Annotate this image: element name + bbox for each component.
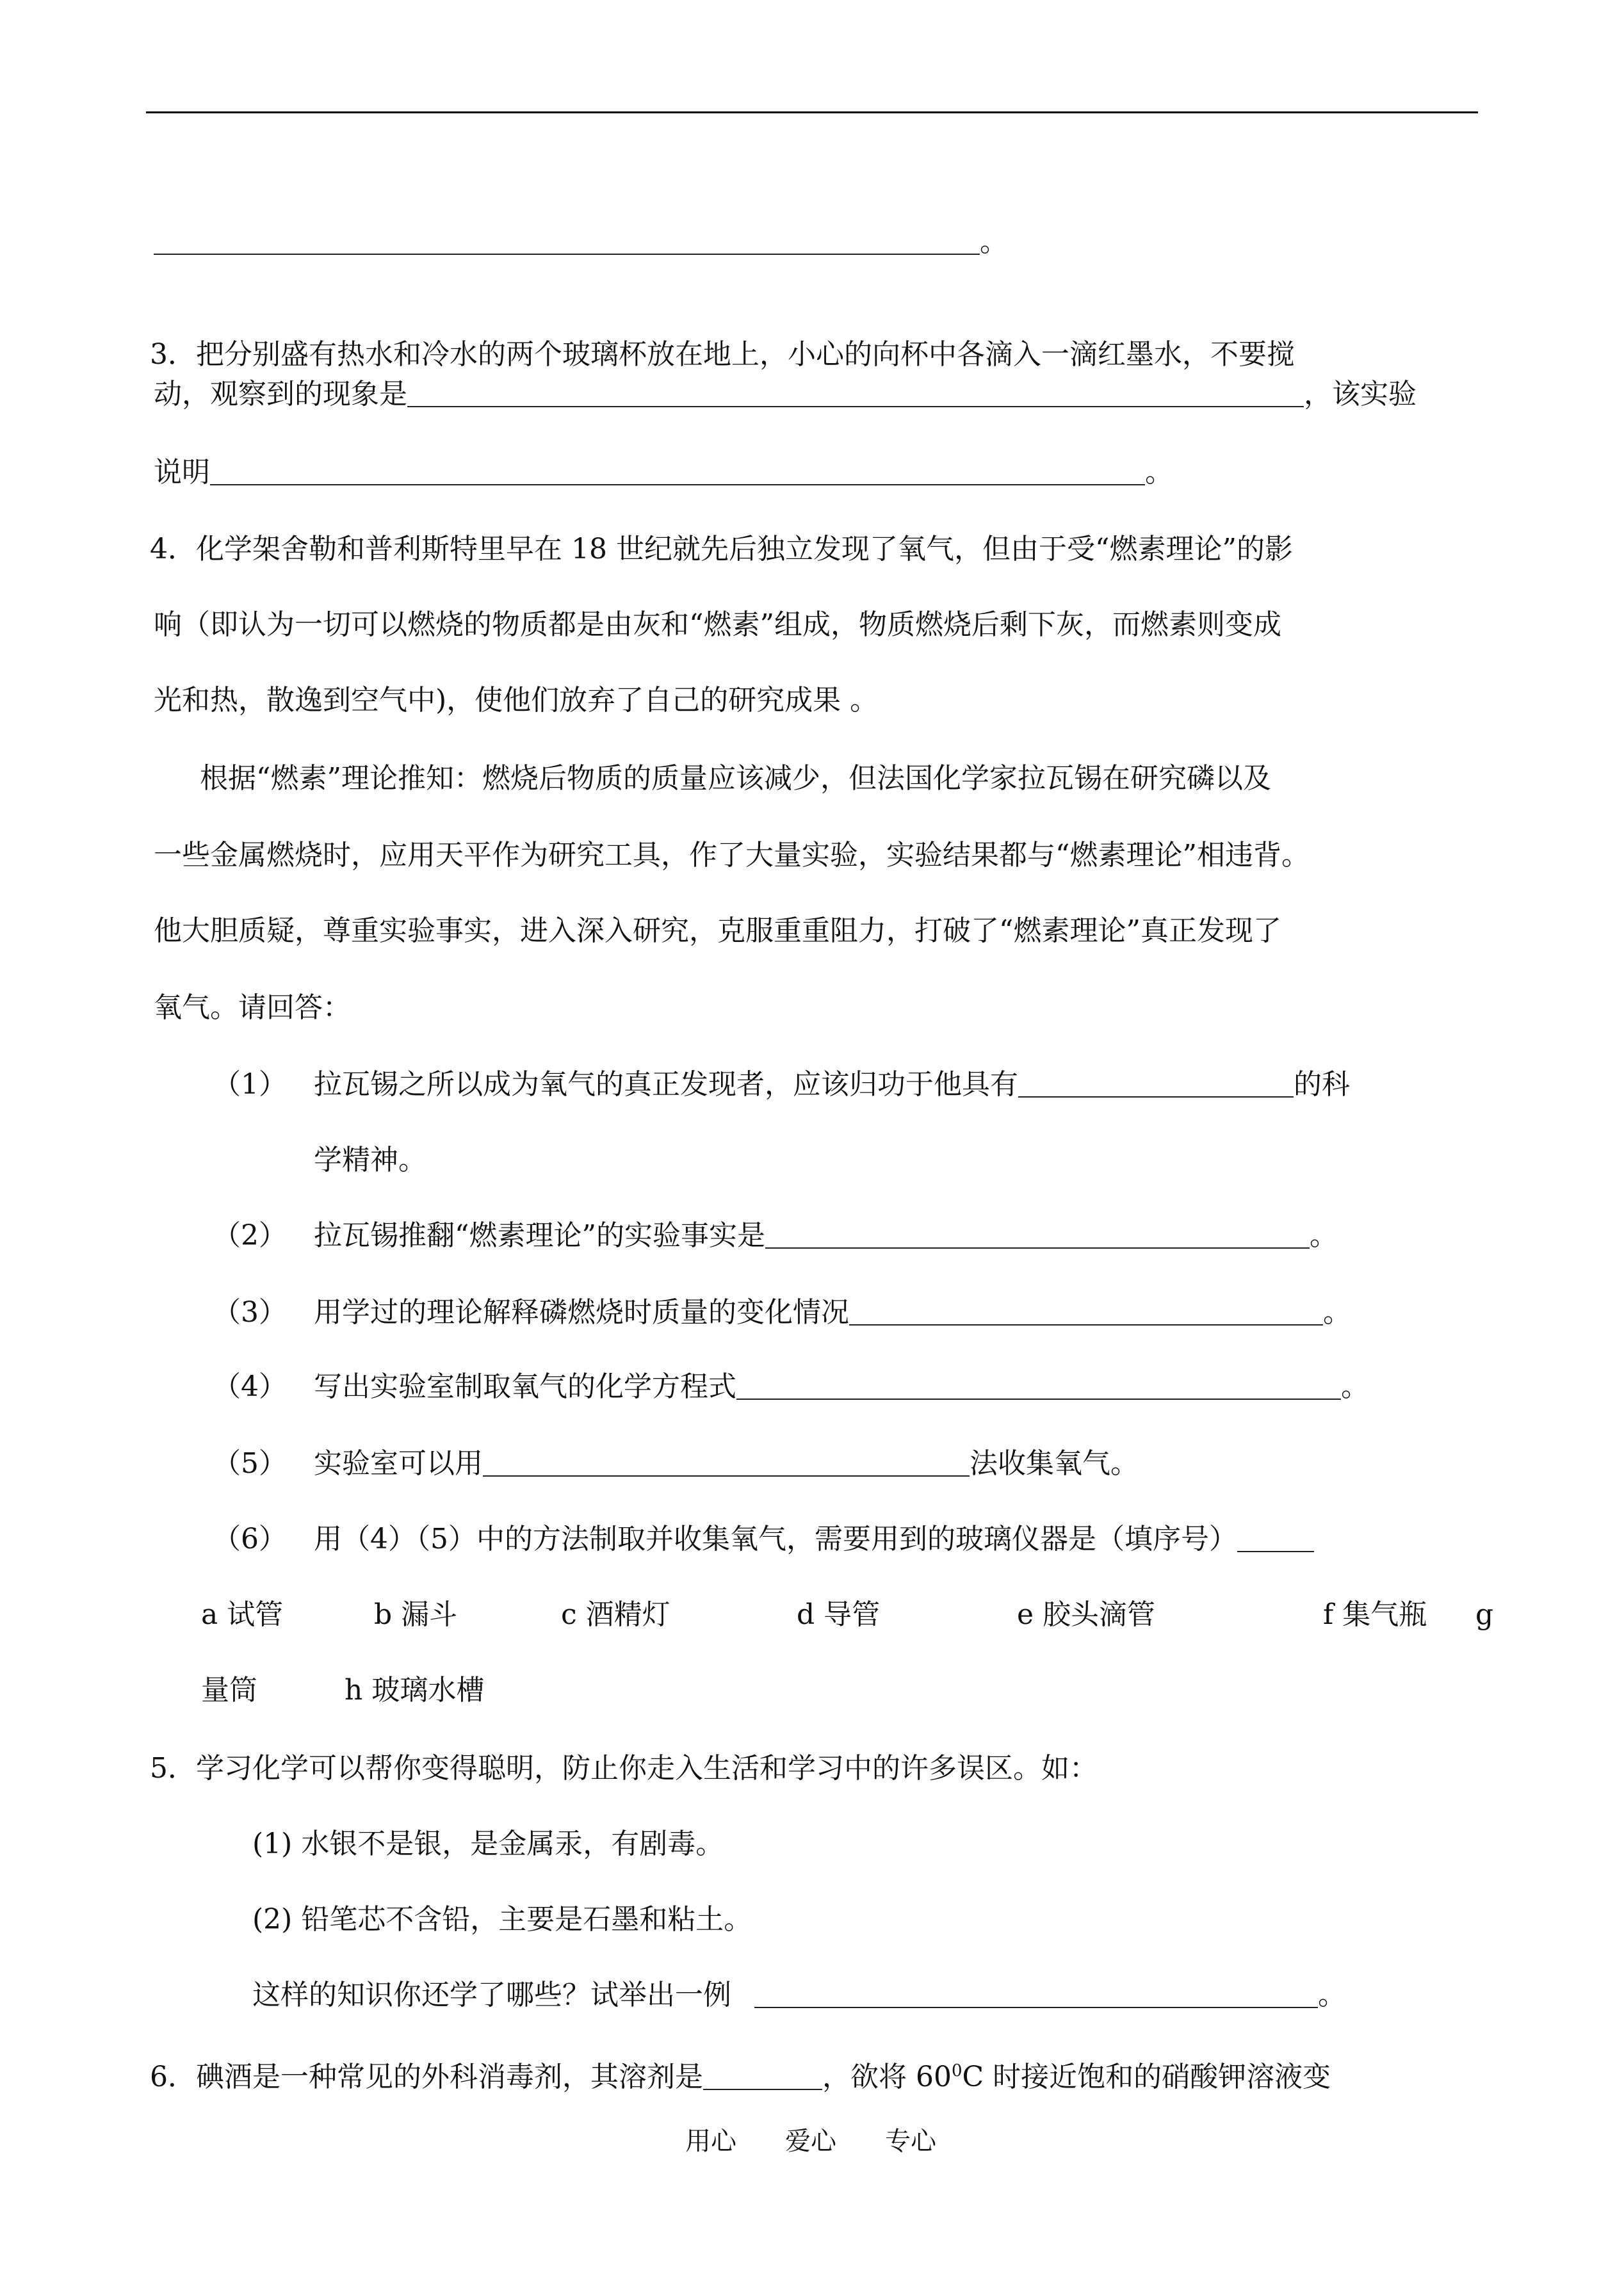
option-water-trough: h 玻璃水槽 [345, 1674, 485, 1707]
answer-blank[interactable] [407, 378, 1304, 407]
q2-end-line: 。 [154, 224, 1008, 260]
answer-blank[interactable] [736, 1370, 1341, 1400]
q4-p2-line4: 氧气。请回答： [154, 991, 351, 1024]
q4-p2-line1: 根据“燃素”理论推知：燃烧后物质的质量应该减少，但法国化学家拉瓦锡在研究磷以及 [200, 762, 1271, 795]
s6-text: 用（4）（5）中的方法制取并收集氧气，需要用到的玻璃仪器是（填序号） [314, 1521, 1314, 1557]
option-conduit: d 导管 [797, 1598, 881, 1631]
answer-blank[interactable] [849, 1296, 1323, 1326]
answer-blank[interactable] [154, 225, 980, 255]
q4-line1: 4．化学架舍勒和普利斯特里早在 18 世纪就先后独立发现了氧气，但由于受“燃素理论”的影 [150, 533, 1293, 565]
header-rule [146, 111, 1478, 113]
q4-line2: 响（即认为一切可以燃烧的物质都是由灰和“燃素”组成，物质燃烧后剩下灰，而燃素则变成 [154, 608, 1281, 641]
q4-line3: 光和热，散逸到空气中)，使他们放弃了自己的研究成果 。 [154, 684, 879, 717]
option-dropper: e 胶头滴管 [1017, 1598, 1156, 1631]
s3-text: 用学过的理论解释磷燃烧时质量的变化情况 。 [314, 1296, 1351, 1329]
footer-text-3: 专心 [885, 2127, 936, 2156]
q6-line1: 6．碘酒是一种常见的外科消毒剂，其溶剂是 ，欲将 $60^0C$ 时接近饱和的硝酸钾溶液变 [150, 2061, 1331, 2093]
answer-blank[interactable] [1237, 1523, 1314, 1552]
q5-ask: 这样的知识你还学了哪些？试举出一例 。 [252, 1979, 1346, 2011]
q5-item2: (2) 铅笔芯不含铅，主要是石墨和粘土。 [252, 1903, 752, 1936]
q3-line3: 说明 。 [154, 456, 1173, 489]
q5-item1: (1) 水银不是银，是金属汞，有剧毒。 [252, 1828, 724, 1860]
option-measuring-cylinder: 量筒 [201, 1674, 257, 1707]
answer-blank[interactable] [210, 456, 1145, 485]
s2-number: （2） [213, 1219, 287, 1252]
s5-number: （5） [213, 1447, 287, 1480]
option-g-letter: g [1475, 1598, 1494, 1631]
s4-text: 写出实验室制取氧气的化学方程式 。 [314, 1370, 1369, 1403]
answer-blank[interactable] [765, 1219, 1310, 1249]
q4-p2-line3: 他大胆质疑，尊重实验事实，进入深入研究，克服重重阻力，打破了“燃素理论”真正发现了 [154, 914, 1281, 947]
footer-text-1: 用心 [685, 2127, 736, 2156]
option-test-tube: a 试管 [201, 1598, 284, 1631]
s1-text-cont: 学精神。 [314, 1144, 426, 1176]
s5-text: 实验室可以用 法收集氧气。 [314, 1447, 1139, 1480]
q3-line2: 动，观察到的现象是 ，该实验 [154, 378, 1417, 410]
s4-number: （4） [213, 1370, 287, 1403]
answer-blank[interactable] [754, 1979, 1318, 2008]
answer-blank[interactable] [483, 1447, 970, 1477]
option-alcohol-lamp: c 酒精灯 [561, 1598, 670, 1631]
s2-text: 拉瓦锡推翻“燃素理论”的实验事实是 。 [314, 1219, 1338, 1252]
s1-number: （1） [213, 1068, 287, 1101]
s3-number: （3） [213, 1296, 287, 1329]
answer-blank[interactable] [1018, 1068, 1294, 1098]
q4-p2-line2: 一些金属燃烧时，应用天平作为研究工具，作了大量实验，实验结果都与“燃素理论”相违背。 [154, 839, 1310, 872]
option-funnel: b 漏斗 [374, 1598, 458, 1631]
answer-blank[interactable] [703, 2061, 822, 2090]
q3-line1: 3．把分别盛有热水和冷水的两个玻璃杯放在地上，小心的向杯中各滴入一滴红墨水，不要搅 [150, 338, 1295, 371]
option-gas-bottle: f 集气瓶 [1323, 1598, 1427, 1631]
footer-text-2: 爱心 [785, 2127, 836, 2156]
s1-text: 拉瓦锡之所以成为氧气的真正发现者，应该归功于他具有 的科 [314, 1068, 1350, 1101]
q5-line1: 5．学习化学可以帮你变得聪明，防止你走入生活和学习中的许多误区。如： [150, 1752, 1098, 1785]
s6-number: （6） [213, 1523, 287, 1555]
